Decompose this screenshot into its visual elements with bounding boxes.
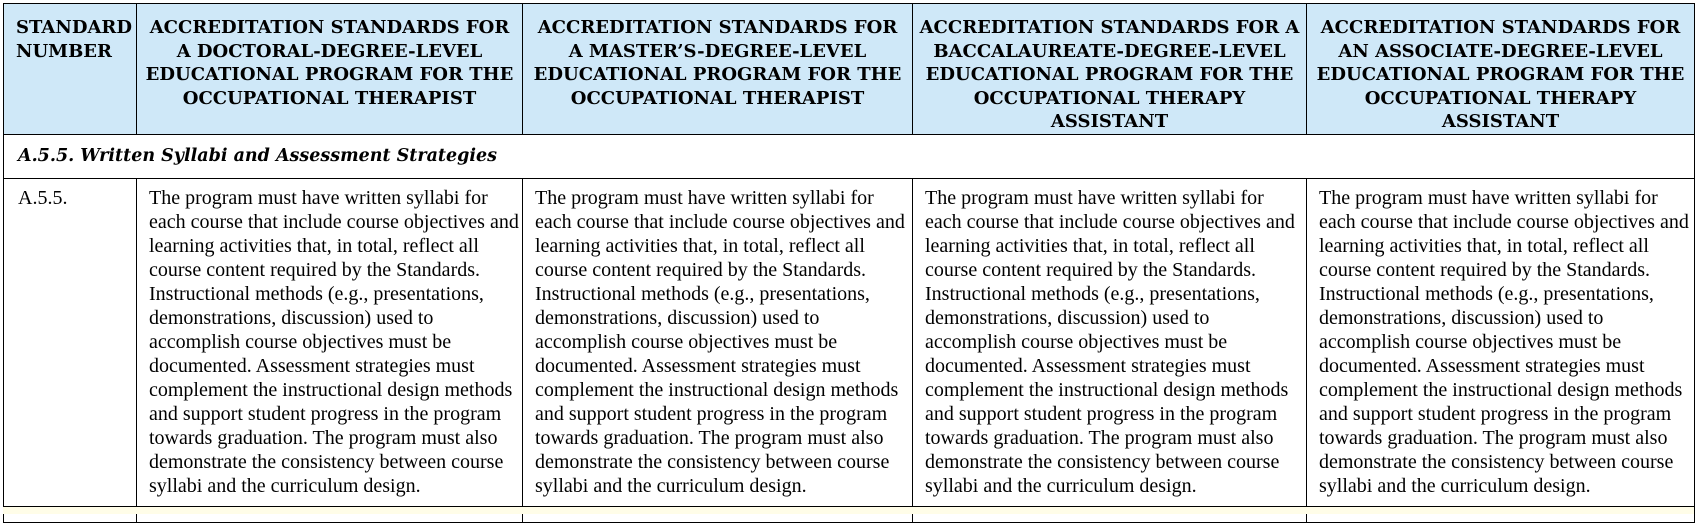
header-doctoral: ACCREDITATION STANDARDS FOR A DOCTORAL-DEGREE-LEVEL EDUCATIONAL PROGRAM FOR THE OCCUPATIONAL THERAPIST — [137, 4, 523, 135]
masters-standard-text: The program must have written syllabi for each course that include course objectives and learning activities that, in total, reflect all course content required by the Standards. Instructional methods (e.g., presentations, demonstrations, discussion) used to accomplish course objectives must be documented. Assessment strategies must complement the instructional design methods and support student progress in the program towards graduation. The program must also demonstrate the consistency between course syllabi and the curriculum design. — [523, 178, 913, 522]
section-row — [4, 134, 1695, 178]
table-row — [4, 178, 1695, 522]
next-row-edge — [3, 506, 1694, 514]
standard-code: A.5.5. — [4, 178, 137, 522]
section-title: A.5.5. Written Syllabi and Assessment Strategies — [4, 134, 1695, 178]
header-associate: ACCREDITATION STANDARDS FOR AN ASSOCIATE-DEGREE-LEVEL EDUCATIONAL PROGRAM FOR THE OCCUPATIONAL THERAPY ASSISTANT — [1307, 4, 1695, 135]
header-row — [4, 4, 1695, 135]
header-masters: ACCREDITATION STANDARDS FOR A MASTER’S-DEGREE-LEVEL EDUCATIONAL PROGRAM FOR THE OCCUPATIONAL THERAPIST — [523, 4, 913, 135]
associate-standard-text: The program must have written syllabi for each course that include course objectives and learning activities that, in total, reflect all course content required by the Standards. Instructional methods (e.g., presentations, demonstrations, discussion) used to accomplish course objectives must be documented. Assessment strategies must complement the instructional design methods and support student progress in the program towards graduation. The program must also demonstrate the consistency between course syllabi and the curriculum design. — [1307, 178, 1695, 522]
baccalaureate-standard-text: The program must have written syllabi for each course that include course objectives and learning activities that, in total, reflect all course content required by the Standards. Instructional methods (e.g., presentations, demonstrations, discussion) used to accomplish course objectives must be documented. Assessment strategies must complement the instructional design methods and support student progress in the program towards graduation. The program must also demonstrate the consistency between course syllabi and the curriculum design. — [913, 178, 1307, 522]
doctoral-standard-text: The program must have written syllabi for each course that include course objectives and learning activities that, in total, reflect all course content required by the Standards. Instructional methods (e.g., presentations, demonstrations, discussion) used to accomplish course objectives must be documented. Assessment strategies must complement the instructional design methods and support student progress in the program towards graduation. The program must also demonstrate the consistency between course syllabi and the curriculum design. — [137, 178, 523, 522]
header-baccalaureate: ACCREDITATION STANDARDS FOR A BACCALAUREATE-DEGREE-LEVEL EDUCATIONAL PROGRAM FOR THE OCCUPATIONAL THERAPY ASSISTANT — [913, 4, 1307, 135]
header-standard-number: STANDARD NUMBER — [4, 4, 137, 135]
standards-table — [3, 3, 1695, 523]
